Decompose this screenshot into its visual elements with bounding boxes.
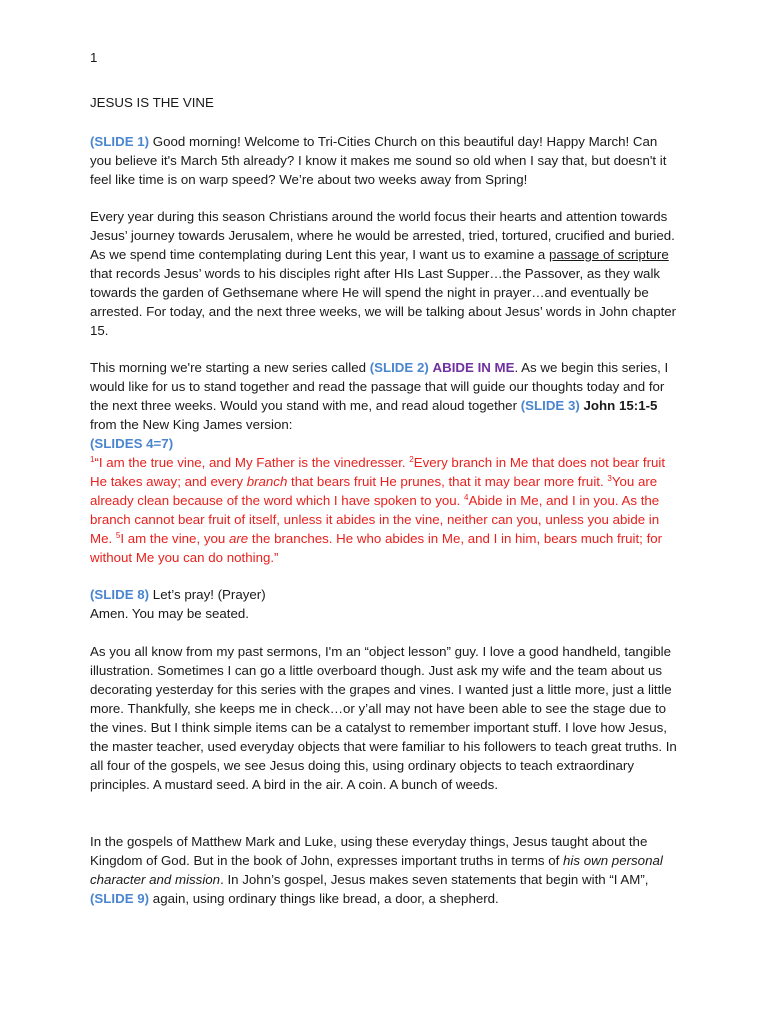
slide-cue-3: (SLIDE 3) [520, 398, 580, 413]
verse-3: You are already clean because of the word which I have spoken to you. [90, 474, 658, 508]
verse-2a: Every branch in Me that does not bear fruit He takes away; and every [90, 455, 666, 489]
series-text-a: This morning we're starting a new series called [90, 360, 370, 375]
series-name: ABIDE IN ME [432, 360, 515, 375]
slide-cue-2: (SLIDE 2) [369, 360, 429, 375]
scripture-passage [90, 455, 665, 565]
series-text-b: . As we begin this series, I would like for us to stand together and read the passage that will guide our thoughts today and for the next three weeks. Would you stand with me, and read aloud together [90, 360, 669, 413]
lent-text-a: Every year during this season Christians around the world focus their hearts and attention towards Jesus’ journey towards Jerusalem, where he would be arrested, tried, tortured, crucified and buried. As we spend time contemplating during Lent this year, I want us to examine a [90, 209, 675, 262]
verse-5b: the branches. He who abides in Me, and I in him, bears much fruit; for without Me you can do nothing.” [90, 531, 663, 565]
paragraph-series [90, 358, 682, 567]
gospels-text-b: . In John’s gospel, Jesus makes seven statements that begin with “I AM”, [220, 872, 649, 887]
paragraph-lent [90, 207, 682, 340]
intro-text: Good morning! Welcome to Tri-Cities Church on this beautiful day! Happy March! Can you believe it's March 5th already? I know it makes me sound so old when I say that, but doesn't it feel like time is on warp speed? We’re about two weeks away from Spring! [90, 134, 667, 187]
scripture-link[interactable]: passage of scripture [549, 247, 669, 262]
scripture-reference: John 15:1-5 [583, 398, 658, 413]
verse-2-italic: branch [246, 474, 288, 489]
paragraph-gospels [90, 832, 682, 908]
paragraph-intro [90, 132, 682, 189]
verse-1: “I am the true vine, and My Father is the vinedresser. [94, 455, 410, 470]
prayer-line: Let’s pray! (Prayer) [149, 587, 266, 602]
verse-5-italic: are [228, 531, 249, 546]
verse-number: 5 [115, 531, 121, 540]
slide-cue-1: (SLIDE 1) [90, 134, 150, 149]
lent-text-b: that records Jesus’ words to his disciples right after HIs Last Supper…the Passover, as they walk towards the garden of Gethsemane where He will spend the night in prayer…and eventually be arrested. For today, and the next three weeks, we will be talking about Jesus’ words in John chapter 15. [90, 266, 677, 338]
paragraph-object-lesson [90, 642, 682, 794]
verse-4: Abide in Me, and I in you. As the branch cannot bear fruit of itself, unless it abides in the vine, neither can you, unless you abide in Me. [90, 493, 660, 546]
verse-number: 4 [464, 493, 469, 502]
series-text-c: from the New King James version: [90, 417, 293, 432]
verse-number: 3 [607, 474, 612, 483]
object-lesson-text: As you all know from my past sermons, I'm an “object lesson” guy. I love a good handheld, tangible illustration. Sometimes I can go a little overboard though. Just ask my wife and the team about us decorating yesterday for this series with the grapes and vines. I wanted just a little more, just a little more. Thankfully, she keeps me in check…or y’all may not have been able to see the stage due to the vines. But I think simple items can be a catalyst to remember important stuff. I love how Jesus, the master teacher, used everyday objects that were familiar to his followers to teach great truths. In all four of the gospels, we see Jesus doing this, using ordinary objects to teach extraordinary principles. A mustard seed. A bird in the air. A coin. A bunch of weeds. [90, 644, 677, 792]
verse-2b: that bears fruit He prunes, that it may bear more fruit. [287, 474, 608, 489]
slide-cue-9: (SLIDE 9) [90, 891, 150, 906]
sermon-title: JESUS IS THE VINE [90, 95, 214, 110]
verse-number: 2 [409, 455, 414, 464]
paragraph-prayer [90, 585, 682, 623]
page-number: 1 [90, 50, 98, 65]
gospels-italic: his own personal character and mission [90, 853, 663, 887]
verse-number: 1 [90, 455, 95, 464]
slide-cue-4-7: (SLIDES 4=7) [90, 436, 174, 451]
verse-5a: I am the vine, you [120, 531, 229, 546]
slide-cue-8: (SLIDE 8) [90, 587, 150, 602]
gospels-text-c: again, using ordinary things like bread, a door, a shepherd. [149, 891, 499, 906]
gospels-text-a: In the gospels of Matthew Mark and Luke, using these everyday things, Jesus taught about the Kingdom of God. But in the book of John, expresses important truths in terms of [90, 834, 648, 868]
seated-line: Amen. You may be seated. [90, 606, 249, 621]
